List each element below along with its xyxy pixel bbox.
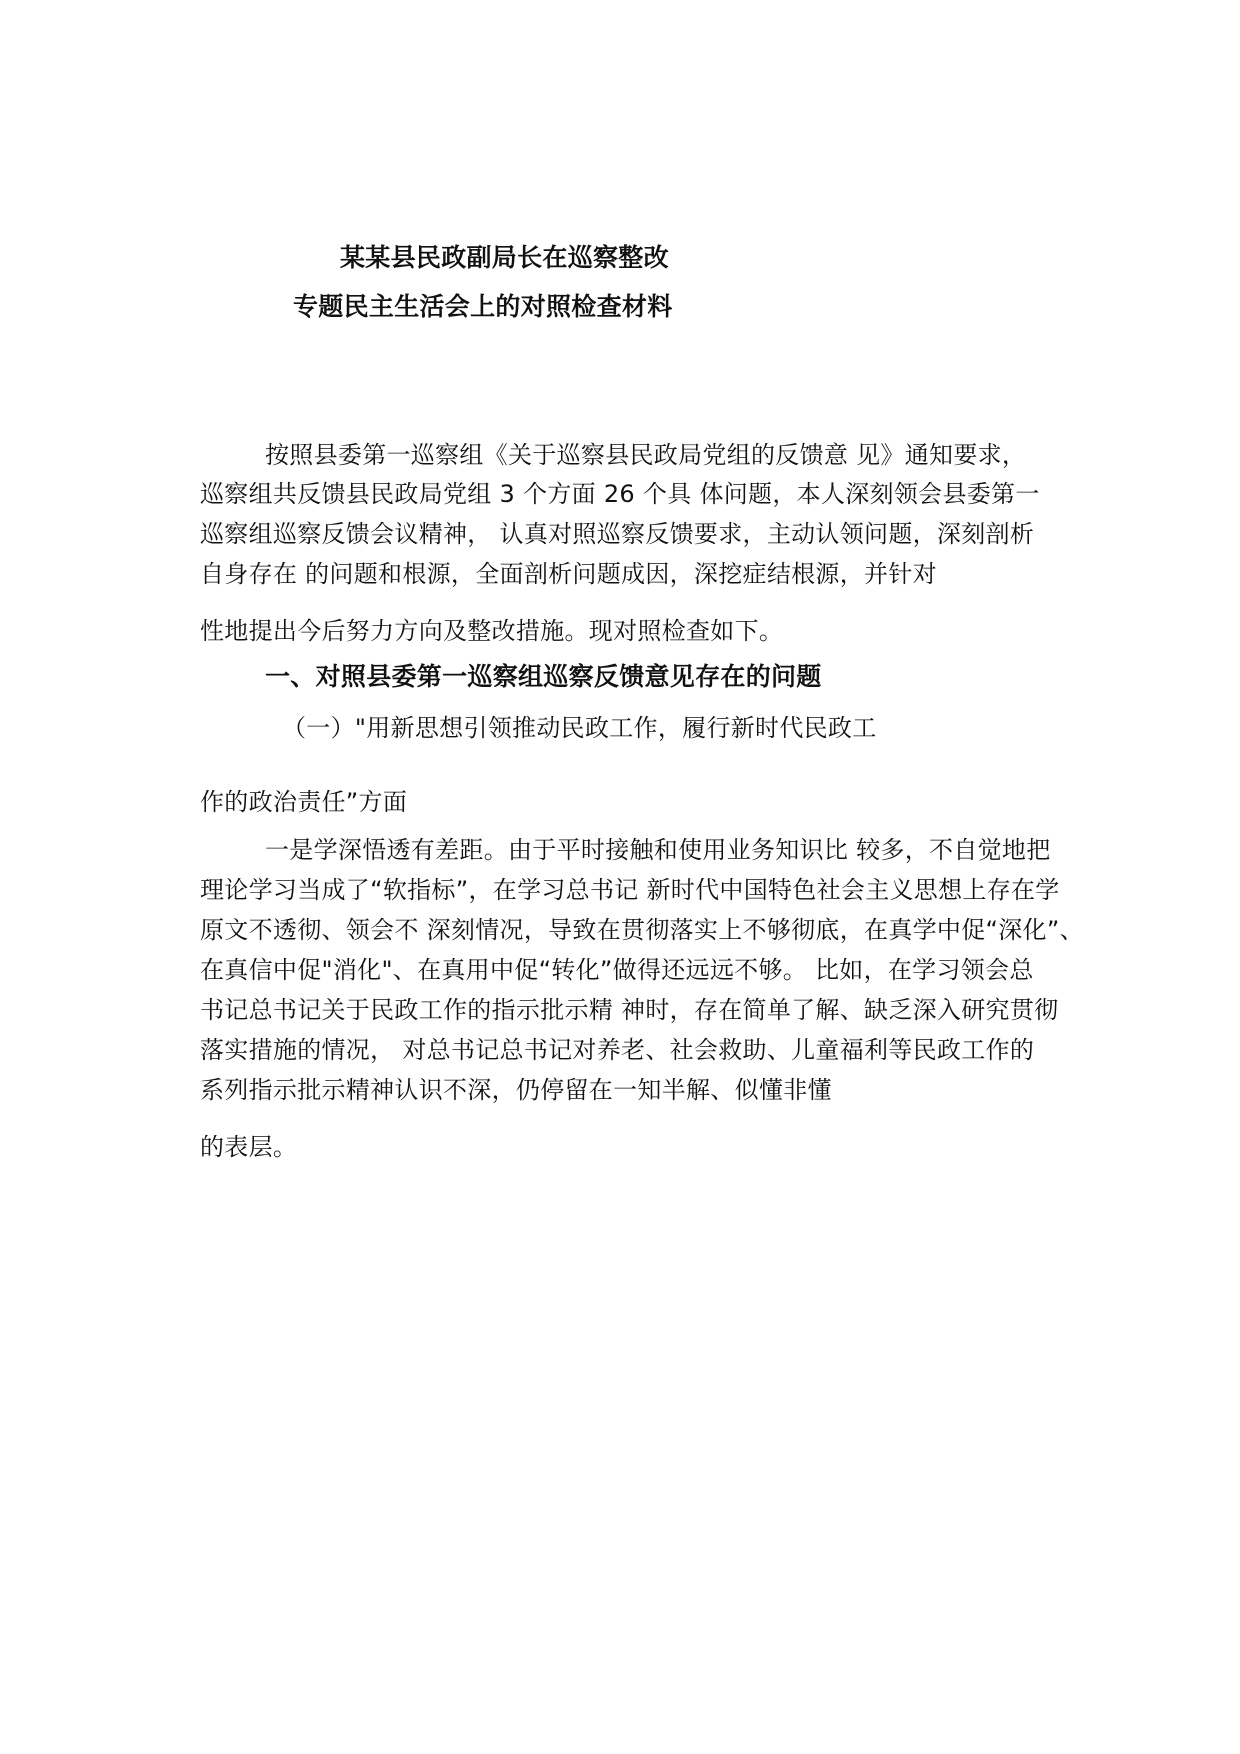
- paragraph-1-line-3: 巡察组巡察反馈会议精神， 认真对照巡察反馈要求，主动认领问题，深刻剖析: [200, 520, 1035, 548]
- paragraph-2-line-8: 的表层。: [200, 1133, 298, 1161]
- subsection-1-line-1: （一）"用新思想引领推动民政工作，履行新时代民政工: [282, 714, 877, 742]
- paragraph-1-line-4: 自身存在 的问题和根源，全面剖析问题成因，深挖症结根源，并针对: [200, 560, 937, 588]
- subsection-1-line-2: 作的政治责任”方面: [200, 788, 408, 816]
- paragraph-2-line-4: 在真信中促"消化"、在真用中促“转化”做得还远远不够。 比如，在学习领会总: [200, 956, 1034, 984]
- paragraph-1-line-2: 巡察组共反馈县民政局党组 3 个方面 26 个具 体问题，本人深刻领会县委第一: [200, 480, 1040, 508]
- paragraph-2-line-3: 原文不透彻、领会不 深刻情况，导致在贯彻落实上不够彻底，在真学中促“深化”、: [200, 916, 1084, 944]
- paragraph-1-line-1: 按照县委第一巡察组《关于巡察县民政局党组的反馈意 见》通知要求，: [265, 441, 1027, 469]
- paragraph-2-line-5: 书记总书记关于民政工作的指示批示精 神时，存在简单了解、缺乏深入研究贯彻: [200, 996, 1059, 1024]
- document-title-line-2: 专题民主生活会上的对照检查材料: [293, 292, 673, 321]
- section-1-heading: 一、对照县委第一巡察组巡察反馈意见存在的问题: [265, 662, 822, 691]
- paragraph-2-line-1: 一是学深悟透有差距。由于平时接触和使用业务知识比 较多，不自觉地把: [265, 836, 1051, 864]
- paragraph-2-line-6: 落实措施的情况， 对总书记总书记对养老、社会救助、儿童福利等民政工作的: [200, 1036, 1035, 1064]
- paragraph-2-line-2: 理论学习当成了“软指标”，在学习总书记 新时代中国特色社会主义思想上存在学: [200, 876, 1060, 904]
- paragraph-2-line-7: 系列指示批示精神认识不深，仍停留在一知半解、似懂非懂: [200, 1076, 832, 1104]
- paragraph-1-line-5: 性地提出今后努力方向及整改措施。现对照检查如下。: [200, 617, 784, 645]
- document-title-line-1: 某某县民政副局长在巡察整改: [340, 243, 669, 272]
